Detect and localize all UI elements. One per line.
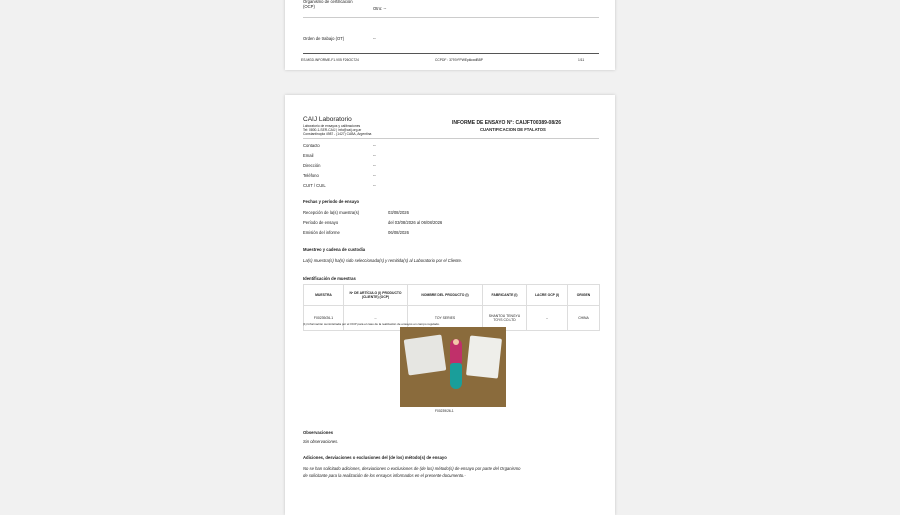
column-header: FABRICANTE (I) xyxy=(483,285,527,306)
ot-label: Orden de trabajo (OT) xyxy=(303,36,345,41)
table-cell: F00239/26-1 xyxy=(304,306,344,331)
field-label: CUIT / CUIL xyxy=(303,183,326,188)
footer-page-number: 1/11 xyxy=(578,58,585,62)
header-divider xyxy=(303,138,599,139)
sample-photo xyxy=(400,327,506,407)
lab-address: Constantinopla 4987 - (1427) CABA, Argentina xyxy=(303,132,372,136)
observations-text: Sin observaciones. xyxy=(303,439,339,444)
document-page-2 xyxy=(285,95,615,515)
field-label: Contacto xyxy=(303,143,320,148)
footer-ccpdf: CCPDF : 3797rFPWEpkkwdBBP xyxy=(435,58,484,62)
column-header: ORIGEN xyxy=(568,285,600,306)
lab-name: CAIJ Laboratorio xyxy=(303,116,352,123)
dates-heading: Fechas y período de ensayo xyxy=(303,199,360,204)
column-header: Nº DE ARTÍCULO (I) PRODUCTO (CLIENTE) (OCP) xyxy=(344,285,408,306)
report-subtitle: CUANTIFICACION DE FTALATOS xyxy=(480,127,546,132)
ident-heading: Identificación de muestras xyxy=(303,276,356,281)
column-header: LACRE OCP (I) xyxy=(527,285,568,306)
footer-divider xyxy=(303,53,599,54)
custody-text: La(s) muestra(s) ha(n) sido seleccionada(s) y remitida(s) al Laboratorio por el Cliente. xyxy=(303,258,462,263)
observations-heading: Observaciones xyxy=(303,430,334,435)
doll-face-image xyxy=(453,339,459,345)
additions-text-line-2: de solicitante para la realización de los ensayos informados en el presente documento.- xyxy=(303,473,466,478)
additions-text-line-1: No se han solicitado adiciones, desviaciones o exclusiones de (de los) método(s) de ensayo por parte del Organismo xyxy=(303,466,521,471)
org-value: Otro: -- xyxy=(373,6,387,11)
packaging-bag-image xyxy=(404,335,447,376)
photo-caption: F00239/26-1 xyxy=(435,409,454,413)
table-cell: -- xyxy=(344,306,408,331)
field-value: -- xyxy=(373,173,376,178)
table-cell: SHANTOU TENGYU TOYS CO.LTD xyxy=(483,306,527,331)
date-value: 06/08/2026 xyxy=(388,230,409,235)
document-page-1 xyxy=(285,0,615,70)
additions-heading: Adiciones, desviaciones o exclusiones del (de los) método(s) de ensayo xyxy=(303,455,447,460)
ot-value: -- xyxy=(373,36,376,41)
column-header: MUESTRA xyxy=(304,285,344,306)
field-value: -- xyxy=(373,183,376,188)
table-header-row xyxy=(304,285,600,306)
field-value: -- xyxy=(373,153,376,158)
field-label: Email xyxy=(303,153,314,158)
field-label: Dirección xyxy=(303,163,321,168)
table-cell: CHINA xyxy=(568,306,600,331)
lab-contact: Tel: 0800-1-SER-CAIJ | info@caij.org.ar xyxy=(303,128,362,132)
date-label: Emisión del informe xyxy=(303,230,340,235)
lab-subtitle: Laboratorio de ensayos y calibraciones xyxy=(303,124,361,128)
report-title: INFORME DE ENSAYO N°: CAIJFT00389-08/26 xyxy=(452,120,562,126)
doll-tail-image xyxy=(450,363,462,389)
divider xyxy=(303,17,599,18)
date-value: 03/08/2026 xyxy=(388,210,409,215)
footer-code: ES.MGD.INFORME-F1.V05 F26OC724 xyxy=(301,58,359,62)
date-value: del 03/08/2026 al 06/08/2026 xyxy=(388,220,443,225)
packaging-bag-image xyxy=(466,335,502,378)
org-label: Organismo de certificación (OCP) xyxy=(303,0,353,9)
custody-heading: Muestreo y cadena de custodia xyxy=(303,247,366,252)
date-label: Recepción de la(s) muestra(s) xyxy=(303,210,360,215)
table-cell: TOY SERIES xyxy=(408,306,483,331)
table-note: (1) Información suministrada por el OCP para el caso de la realización de ensayos en campo regulado. xyxy=(303,322,440,326)
date-label: Período de ensayo xyxy=(303,220,339,225)
field-value: -- xyxy=(373,163,376,168)
field-label: Teléfono xyxy=(303,173,319,178)
table-cell: -- xyxy=(527,306,568,331)
column-header: NOMBRE DEL PRODUCTO (I) xyxy=(408,285,483,306)
field-value: -- xyxy=(373,143,376,148)
